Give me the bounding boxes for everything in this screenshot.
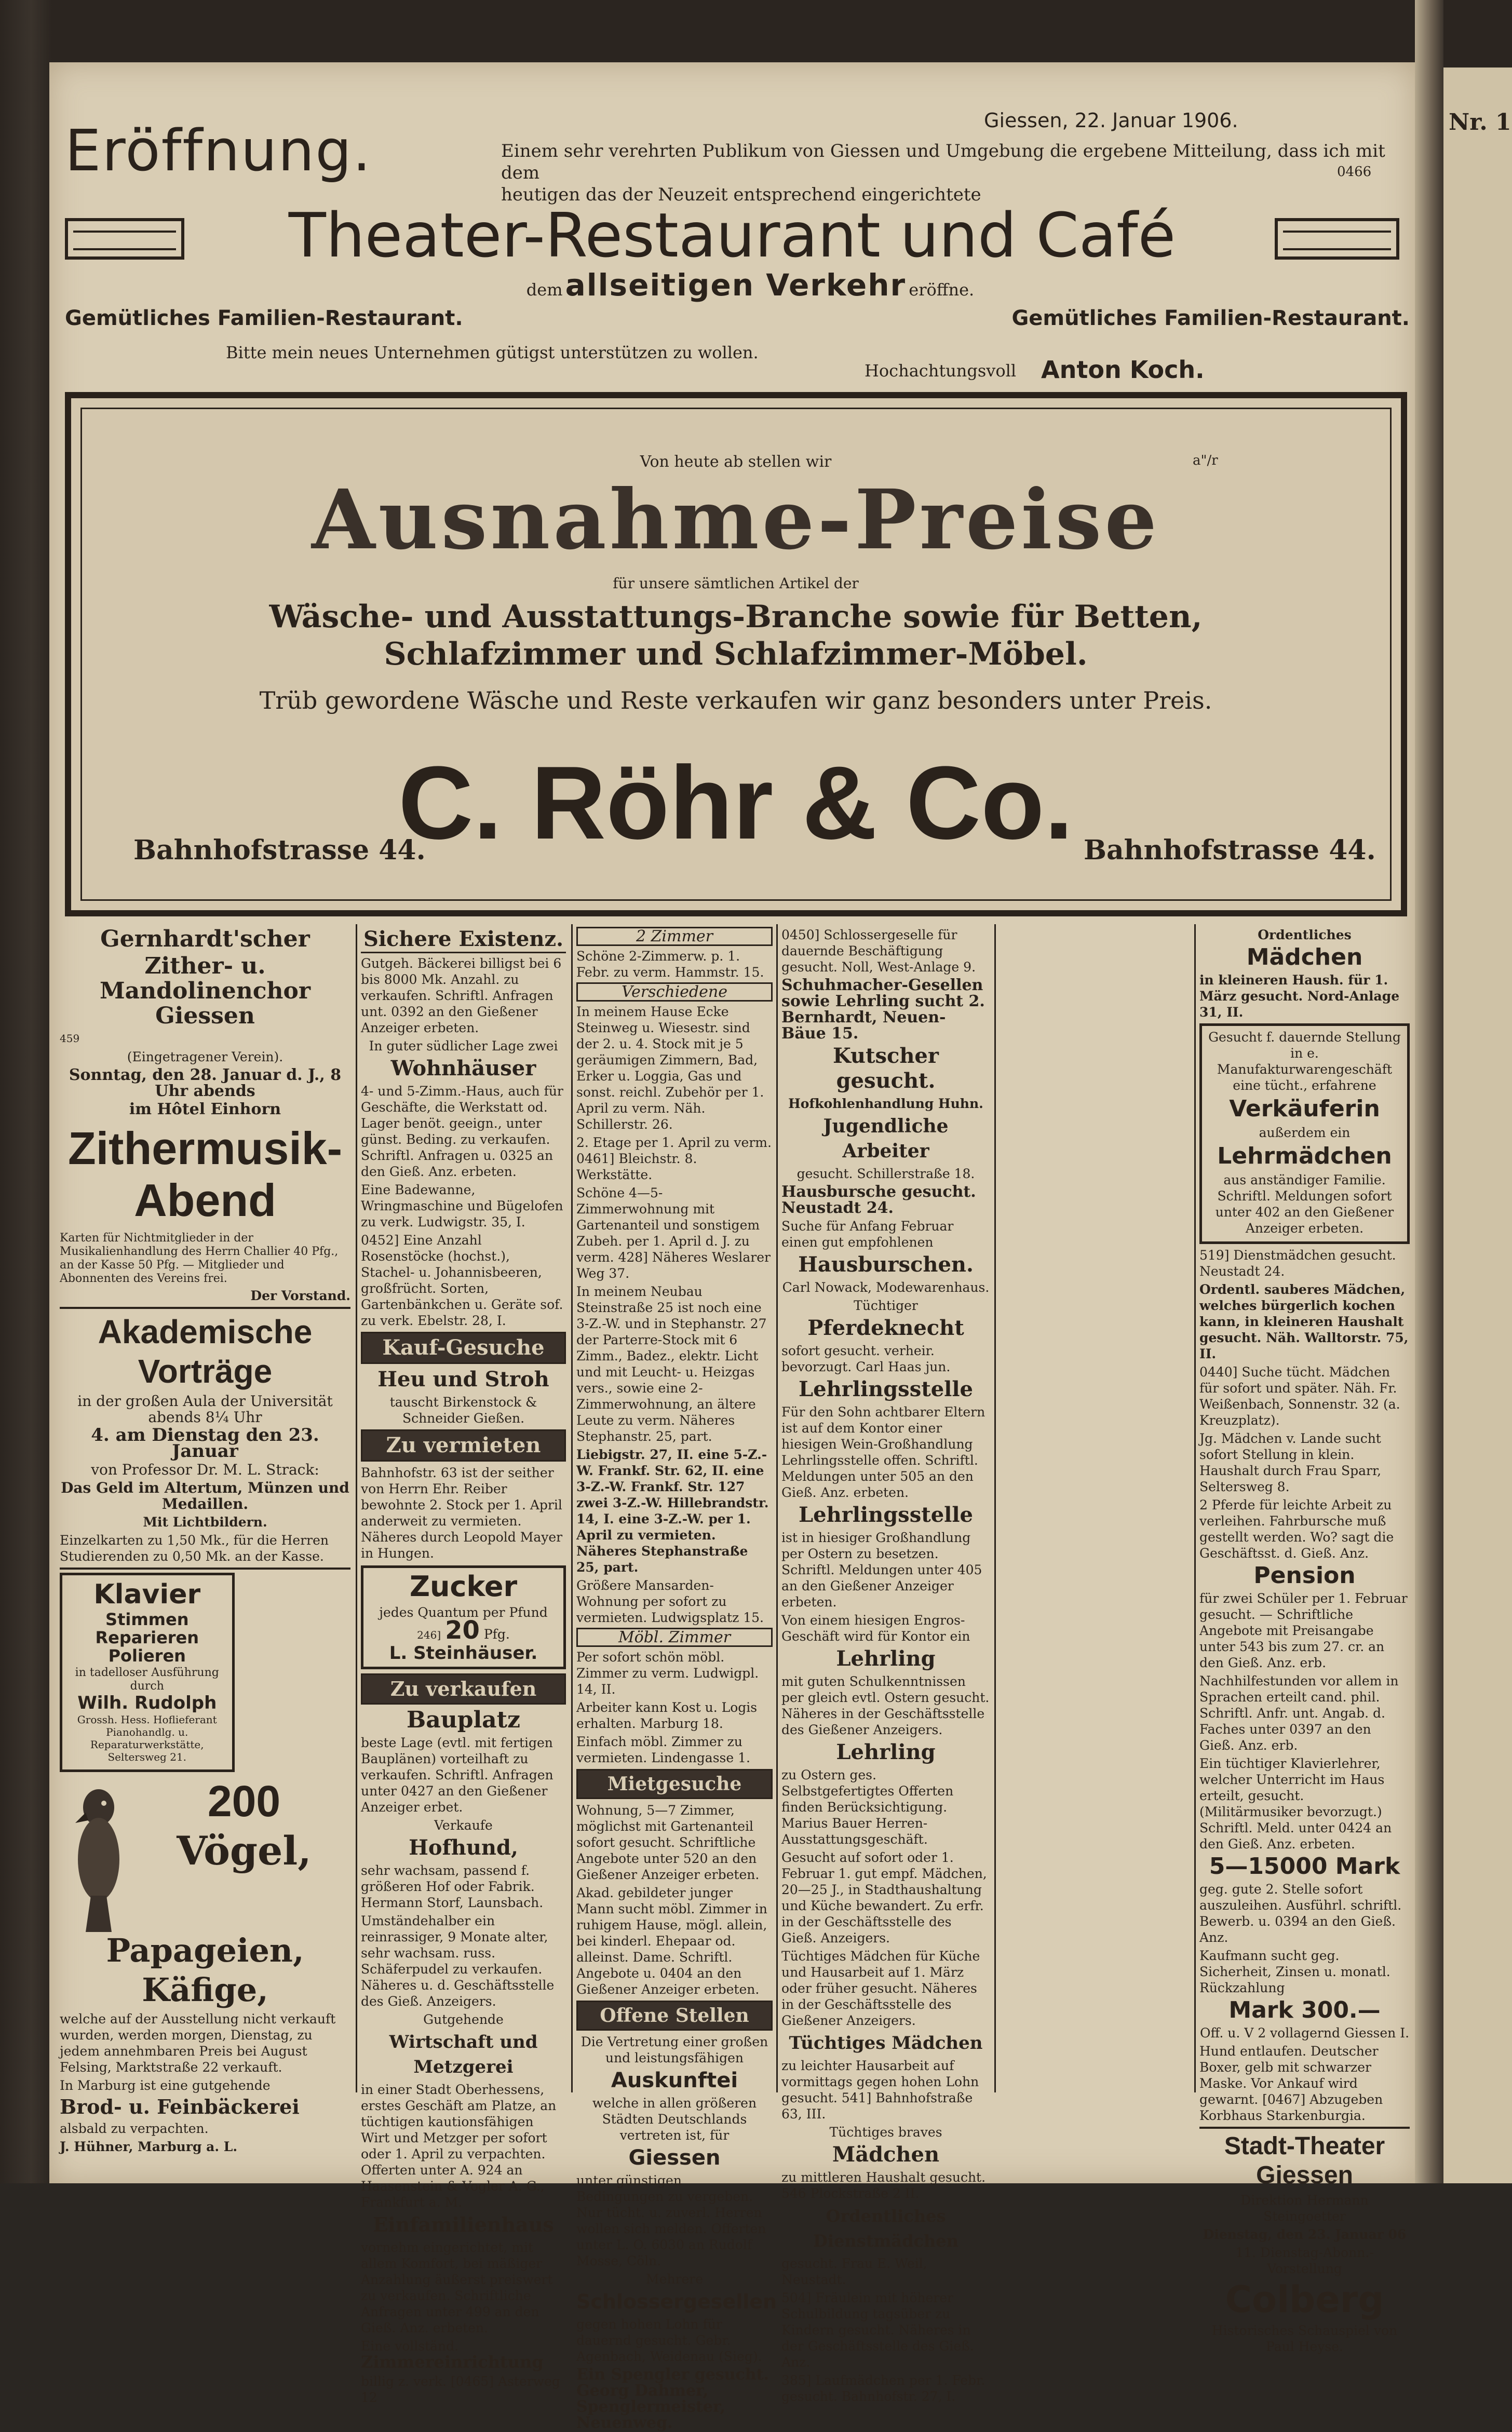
zimmer-eine: Eine vollständ. xyxy=(361,2339,459,2354)
zucker-price: 20 xyxy=(445,1616,480,1645)
fraeulein-text: 504] Fräulein mit höherer Schulbildung tagsüber zu Kindern gesucht. Näheres in der Geschäftsstelle des Gieß. Anz. xyxy=(781,2290,974,2370)
zithermusik-heading: Zithermusik-Abend xyxy=(68,1123,343,1226)
eroeffnung-heading: Eröffnung. xyxy=(65,117,372,184)
verkaeuferin-heading: Verkäuferin xyxy=(1229,1096,1380,1122)
intro-line2: heutigen das der Neuzeit entsprechend eingerichtete xyxy=(501,184,981,205)
zucker-heading: Zucker xyxy=(409,1570,518,1603)
divider xyxy=(60,1568,350,1570)
hausbursche-text: Hausbursche gesucht. Neustadt 24. xyxy=(781,1183,976,1217)
marburg-verpachten: alsbald zu verpachten. xyxy=(60,2121,209,2136)
schuhmacher-text: Schuhmacher-Gesellen sowie Lehrling sucht 2. Bernhardt, Neuen-Bäue 15. xyxy=(781,976,985,1043)
column-rule-4 xyxy=(994,924,996,2092)
braves-label: Tüchtiges braves xyxy=(829,2125,942,2140)
lehrling-text-1: mit guten Schulkenntnissen per gleich evtl. Ostern gesucht. Näheres in der Geschäftsstelle des Gießener Anzeigers. xyxy=(781,1674,990,1737)
lehrling-heading-1: Lehrling xyxy=(836,1646,936,1671)
column-rule-3 xyxy=(776,924,778,2092)
roehr-firm: C. Röhr & Co. xyxy=(398,745,1073,861)
intro-text xyxy=(501,140,1407,206)
verkehr-post: eröffne. xyxy=(909,280,975,300)
roehr-ad-frame xyxy=(65,392,1407,916)
roehr-trueb: Trüb gewordene Wäsche und Reste verkaufen wir ganz besonders unter Preis. xyxy=(259,686,1212,714)
kauf-gesuche-banner: Kauf-Gesuche xyxy=(361,1332,566,1364)
roehr-address-right: Bahnhofstrasse 44. xyxy=(1084,834,1376,866)
ordentliches-label: Ordentliches xyxy=(1258,927,1352,942)
klavier-ausfuehrung: in tadelloser Ausführung durch xyxy=(75,1666,219,1693)
offene-stellen-banner: Offene Stellen xyxy=(576,2001,773,2031)
roehr-branche1: Wäsche- und Ausstattungs-Branche sowie für Betten, xyxy=(269,599,1203,635)
schaeferpudel-text: Umständehalber ein reinrassiger, 9 Monate alter, sehr wachsam. russ. Schäferpudel zu verkaufen. Näheres u. d. Geschäftsstelle des Gieß. Anzeigers. xyxy=(361,1913,555,2009)
hochachtung: Hochachtungsvoll xyxy=(865,361,1017,381)
schlossergesellen-heading: Schlossergesellen xyxy=(576,2290,777,2313)
bahnhofstr-63-text: Bahnhofstr. 63 ist der seither von Herrn Ehr. Reiber bewohnte 2. Stock per 1. April anderweit zu vermieten. Näheres durch Leopold Mayer in Hungen. xyxy=(361,1465,563,1561)
column-1 xyxy=(60,926,350,2154)
marburg-intro: In Marburg ist eine gutgehende xyxy=(60,2078,271,2093)
mark-5-15000-heading: 5—15000 Mark xyxy=(1209,1853,1400,1880)
zitherchor-title: Zither- u. Mandolinenchor Giessen xyxy=(99,953,311,1029)
akad-line2: 4. am Dienstag den 23. Januar xyxy=(91,1425,319,1462)
tuecht-maedchen-text: 0440] Suche tücht. Mädchen für sofort und später. Näh. Fr. Weißenbach, Sonnenstr. 32 (a. Kreuzplatz). xyxy=(1199,1364,1400,1428)
roehr-ref: a"/r xyxy=(1193,453,1218,468)
stadttheater-direktion: Direktion Hermann Steingoetter xyxy=(1240,2193,1369,2224)
next-page-number: Nr. 1 xyxy=(1449,109,1511,136)
column-4 xyxy=(781,927,990,2404)
mehrere-label: Mehrere xyxy=(646,2272,703,2287)
hofhund-heading: Hofhund, xyxy=(409,1835,518,1860)
bauplatz-heading: Bauplatz xyxy=(407,1707,520,1733)
akad-line1: in der großen Aula der Universität abends 8¼ Uhr xyxy=(77,1393,333,1426)
left-ornament-frame xyxy=(65,218,184,260)
familien-right: Gemütliches Familien-Restaurant. xyxy=(1011,306,1410,330)
verschiedene-text-3: Schöne 4—5-Zimmerwohnung mit Gartenanteil und sonstigem Zubeh. per 1. April d. J. zu verm. 428] Näheres Weslarer Weg 37. xyxy=(576,1185,771,1281)
right-ornament-lines xyxy=(1283,231,1391,250)
tuechtiges-maedchen-text: zu leichter Hausarbeit auf vormittags gegen hohen Lohn gesucht. 541] Bahnhofstraße 63, III. xyxy=(781,2058,979,2122)
bitte-text: Bitte mein neues Unternehmen gütigst unterstützen zu wollen. xyxy=(226,343,759,362)
divider xyxy=(1199,2127,1410,2129)
zucker-ref: 246] xyxy=(417,1629,441,1641)
akademische-heading: Akademische Vorträge xyxy=(98,1313,313,1390)
tuechtiges-maedchen-heading: Tüchtiges Mädchen xyxy=(789,2033,983,2053)
verkaeuferin-intro: Gesucht f. dauernde Stellung in e. Manufakturwarengeschäft eine tücht., erfahrene xyxy=(1208,1030,1401,1093)
einfamilienhaus-text: vornehm eingerichtet, mit allem Komfort, bei mäßiger Anzahlung äußerst preiswert zu verkaufen. Schriftliche Anfragen unter 499 an den Gieß. Anz. erbeten. xyxy=(361,2240,553,2335)
zucker-quantum: jedes Quantum per Pfund xyxy=(379,1605,548,1620)
familien-left: Gemütliches Familien-Restaurant. xyxy=(65,306,463,330)
kutscher-heading: Kutscher gesucht. xyxy=(833,1044,939,1093)
zucker-ad xyxy=(361,1565,566,1669)
pferdeknecht-heading: Pferdeknecht xyxy=(807,1316,964,1340)
zither-venue: im Hôtel Einhorn xyxy=(129,1100,281,1118)
gutgehende-label: Gutgehende xyxy=(423,2012,504,2027)
mietgesuche-text-2: Akad. gebildeter junger Mann sucht möbl. Zimmer in ruhigem Hause, mögl. allein, bei kinderl. Ehepaar od. alleinst. Dame. Schriftl. Angebote u. 0404 an den Gießener Anzeiger erbeten. xyxy=(576,1885,767,1997)
laufmaedchen-text: 385] Laufmädchen per 1. Febr. gesucht. Bahnhofstr. 27, I. xyxy=(781,2373,986,2404)
gernhardt-title: Gernhardt'scher xyxy=(100,926,310,952)
akad-line4: Das Geld im Altertum, Münzen und Medaillen. xyxy=(61,1479,349,1512)
column-rule-5 xyxy=(1194,924,1196,2092)
verschiedene-text-2: 2. Etage per 1. April zu verm. 0461] Bleichstr. 8. Werkstätte. xyxy=(576,1135,772,1182)
verkaeuferin-ad xyxy=(1199,1023,1410,1244)
lehrmaedchen-heading: Lehrmädchen xyxy=(1217,1143,1392,1169)
zu-vermieten-banner: Zu vermieten xyxy=(361,1429,566,1462)
right-ornament-frame xyxy=(1275,218,1399,260)
wohnhaeuser-text: 4- und 5-Zimm.-Haus, auch für Geschäfte, die Werkstatt od. Lager benöt. geeign., unter günst. Beding. zu verkaufen. Schriftl. Anfragen u. 0325 an den Gieß. Anz. erbeten. xyxy=(361,1084,563,1179)
sauberes-maedchen-text: Ordentl. sauberes Mädchen, welches bürgerlich kochen kann, in kleineren Haushalt gesucht. Näh. Walltorstr. 75, II. xyxy=(1199,1282,1409,1361)
jugendliche-text: gesucht. Schillerstraße 18. xyxy=(797,1166,975,1181)
zimmereinrichtung-text: billig z. verk. [0465] Asterweg 12 xyxy=(361,2374,560,2405)
akad-line6: Einzelkarten zu 1,50 Mk., für die Herren Studierenden zu 0,50 Mk. an der Kasse. xyxy=(60,1533,329,1564)
moebl-text-3: Einfach möbl. Zimmer zu vermieten. Lindengasse 1. xyxy=(576,1734,750,1765)
voegel-heading: Vögel, xyxy=(177,1828,312,1874)
voegel-text: welche auf der Ausstellung nicht verkauft wurden, werden morgen, Dienstag, zu jedem annehmbaren Preis bei August Felsing, Marktstraße 22 verkauft. xyxy=(60,2011,336,2075)
baeckerei-heading: Brod- u. Feinbäckerei xyxy=(60,2095,300,2118)
place-date: Giessen, 22. Januar 1906. xyxy=(984,109,1238,132)
huehner-name: J. Hühner, Marburg a. L. xyxy=(60,2139,238,2154)
auskunftei-text: welche in allen größeren Städten Deutschlands vertreten ist, für xyxy=(592,2096,757,2143)
stadttheater-heading: Stadt-Theater Giessen xyxy=(1224,2132,1385,2189)
mietgesuche-text-1: Wohnung, 5—7 Zimmer, möglichst mit Gartenanteil sofort gesucht. Schriftliche Angebote unter 520 an den Gießener Anzeiger erbeten. xyxy=(576,1803,760,1882)
wohnhaeuser-intro: In guter südlicher Lage zwei xyxy=(369,1038,558,1053)
dienstmaedchen-text: gesucht. Frau E. Weil, Neustadt. xyxy=(781,2256,927,2287)
moebl-text-2: Arbeiter kann Kost u. Logis erhalten. Marburg 18. xyxy=(576,1700,758,1731)
jg-maedchen-text: Jg. Mädchen v. Lande sucht sofort Stellung in klein. Haushalt durch Frau Sparr, Seltersweg 8. xyxy=(1199,1431,1382,1494)
left-ornament-lines xyxy=(73,231,176,250)
verschiedene-text-4: In meinem Neubau Steinstraße 25 ist noch eine 3-Z.-W. und in Stephanstr. 27 der Parterre-Stock mit 6 Zimm., Badez., elektr. Licht und mit Leucht- u. Heizgas vers., sowie eine 2-Zimmerwohnung, an ältere Leute zu verm. Näheres Stephanstr. 25, part. xyxy=(576,1284,767,1444)
zitherchor-ref: 459 xyxy=(60,1032,80,1045)
column-rule-1 xyxy=(356,924,357,2092)
lehrling-heading-2: Lehrling xyxy=(836,1740,936,1764)
rosenstoecke-text: 0452] Eine Anzahl Rosenstöcke (hochst.), Stachel- u. Johannisbeeren, großfrücht. Sorten, Gartenbänkchen u. Geräte sof. zu verk. Ebelstr. 28, I. xyxy=(361,1233,563,1328)
kutscher-firm: Hofkohlenhandlung Huhn. xyxy=(788,1096,983,1111)
divider xyxy=(60,1307,350,1309)
zucker-seller: L. Steinhäuser. xyxy=(389,1643,538,1664)
pension-heading: Pension xyxy=(1253,1562,1356,1589)
klavier-heading: Klavier xyxy=(93,1579,201,1610)
giessen-heading: Giessen xyxy=(628,2146,721,2170)
pension-text: für zwei Schüler per 1. Februar gesucht. — Schriftliche Angebote mit Preisangabe unter 543 bis zum 27. cr. an den Gieß. Anz. erb. xyxy=(1199,1591,1408,1670)
spengler-text: Ein Spengler gesucht. Georg Dahmer, Spenglermeister, Neuenweg. xyxy=(576,2366,769,2432)
roehr-fuer: für unsere sämtlichen Artikel der xyxy=(613,575,859,592)
column-rule-2 xyxy=(571,924,573,2092)
moebl-text-1: Per sofort schön möbl. Zimmer zu verm. Ludwigpl. 14, II. xyxy=(576,1650,759,1697)
voegel-200: 200 xyxy=(207,1777,281,1826)
engros-intro: Von einem hiesigen Engros-Geschäft wird für Kontor ein xyxy=(781,1613,970,1644)
klavier-reparieren: Reparieren xyxy=(95,1628,199,1647)
schlosser-text: gegen hohen Lohn für dauernd gesucht. Gebr. Agenbach, Weidenau (Sieg). xyxy=(576,2317,762,2364)
verkehr-pre: dem xyxy=(526,280,563,300)
hausburschen-intro: Suche für Anfang Februar einen gut empfohlenen xyxy=(781,1219,954,1250)
klavierlehrer-text: Ein tüchtiger Klavierlehrer, welcher Unterricht im Haus erteilt, gesucht. (Militärmusiker bevorzugt.) Schriftl. Meld. unter 0424 an den Gieß. Anz. erbeten. xyxy=(1199,1756,1392,1852)
maedchen-text: in kleineren Haush. für 1. März gesucht. Nord-Anlage 31, II. xyxy=(1199,972,1400,1020)
maedchen-heading: Mädchen xyxy=(1246,944,1363,970)
wirtschaft-heading: Wirtschaft und Metzgerei xyxy=(389,2032,538,2077)
lehrmaedchen-text: aus anständiger Familie. Schriftl. Meldungen sofort unter 402 an den Gießener Anzeiger erbeten. xyxy=(1215,1172,1394,1236)
restaurant-title: Theater-Restaurant und Café xyxy=(288,199,1176,271)
lehrlingsstelle-text-1: Für den Sohn achtbarer Eltern ist auf dem Kontor einer hiesigen Wein-Großhandlung Lehrlingsstelle offen. Schriftl. Meldungen unter 505 an den Gieß. Anz. erbeten. xyxy=(781,1404,986,1500)
colberg-heading: Colberg xyxy=(1225,2278,1384,2321)
roehr-intro: Von heute ab stellen wir xyxy=(640,453,832,471)
ausnahme-preise-title: Ausnahme-Preise xyxy=(312,472,1160,568)
braves-maedchen-heading: Mädchen xyxy=(832,2142,940,2167)
verschiedene-heading: Verschiedene xyxy=(576,982,773,1002)
verein-note: (Eingetragener Verein). xyxy=(127,1049,284,1064)
mark-300-offer: Off. u. V 2 vollagernd Giessen I. xyxy=(1199,2025,1410,2041)
verschiedene-text-6: Größere Mansarden-Wohnung per sofort zu vermieten. Ludwigsplatz 15. xyxy=(576,1578,764,1625)
dienstmaedchen-519: 519] Dienstmädchen gesucht. Neustadt 24. xyxy=(1199,1248,1396,1279)
hofhund-text: sehr wachsam, passend f. größeren Hof oder Fabrik. Hermann Storf, Launsbach. xyxy=(361,1863,544,1910)
newspaper-page xyxy=(49,62,1415,2432)
zucker-unit: Pfg. xyxy=(483,1627,510,1642)
bauplatz-text: beste Lage (evtl. mit fertigen Bauplänen) vorteilhaft zu verkaufen. Schriftl. Anfragen unter 0427 an den Gießener Anzeiger erbet. xyxy=(361,1735,554,1815)
pferde-text: 2 Pferde für leichte Arbeit zu verleihen. Fahrbursche muß gestellt werden. Wo? sagt die Geschäftsst. d. Gieß. Anz. xyxy=(1199,1497,1394,1561)
klavier-ad xyxy=(60,1573,235,1772)
rudolph-name: Wilh. Rudolph xyxy=(77,1693,217,1713)
braves-maedchen-text: zu mittleren Haushalt gesucht. 546 Plockstraße 2 II. xyxy=(781,2170,986,2201)
zimmereinrichtung-heading: Zimmereinrichtung xyxy=(361,2352,544,2372)
sichere-existenz-heading: Sichere Existenz. xyxy=(361,927,566,953)
signature: Anton Koch. xyxy=(1041,356,1205,384)
mietgesuche-banner: Mietgesuche xyxy=(576,1769,773,1799)
wirtschaft-text: in einer Stadt Oberhessens, erstes Geschäft am Platze, an tüchtigen kautionsfähigen Wirt und Metzger per sofort oder 1. April zu verpachten. Offerten unter A. 924 an Haasenstein & Vogler A. G., Frankfurt a. M. xyxy=(361,2082,557,2210)
verschiedene-text-1: In meinem Hause Ecke Steinweg u. Wiesestr. sind der 2. u. 4. Stock mit je 5 geräumigen Zimmern, Bad, Erker u. Loggia, Gas und sonst. reichl. Zubehör per 1. April zu verm. Näh. Schillerstr. 26. xyxy=(576,1004,764,1132)
tuechtiger-label: Tüchtiger xyxy=(854,1298,918,1313)
column-3 xyxy=(576,927,777,2432)
verkaeuferin-ausserdem: außerdem ein xyxy=(1259,1125,1351,1140)
baeckerei-text: Gutgeh. Bäckerei billigst bei 6 bis 8000 Mk. Anzahl. zu verkaufen. Schriftl. Anfragen unt. 0392 an den Gießener Anzeiger erbeten. xyxy=(361,956,562,1035)
header-ref: 0466 xyxy=(1337,164,1372,180)
kaefige-heading: Käfige, xyxy=(142,1971,268,2009)
zither-karten: Karten für Nichtmitglieder in der Musikalienhandlung des Herrn Challier 40 Pfg., an der Kasse 50 Pfg. — Mitglieder und Abonnenten des Vereins frei. xyxy=(60,1232,339,1285)
heu-stroh-heading: Heu und Stroh xyxy=(377,1367,549,1391)
stadttheater-date: Dienstag, den 23. Januar 06 xyxy=(1203,2227,1407,2242)
papageien-heading: Papageien, xyxy=(106,1931,304,1969)
akad-line3: von Professor Dr. M. L. Strack: xyxy=(91,1461,319,1478)
akad-line5: Mit Lichtbildern. xyxy=(143,1515,267,1530)
mark-5-15000-text: geg. gute 2. Stelle sofort auszuleihen. Ausführl. schriftl. Bewerb. u. 0394 an den Gieß. Anz. xyxy=(1199,1882,1402,1945)
verkehr-line xyxy=(413,267,1088,303)
verkaufe-label: Verkaufe xyxy=(434,1818,493,1833)
maedchen-gesucht-text: Gesucht auf sofort oder 1. Februar 1. gut empf. Mädchen, 20—25 J., in Stadthaushaltung und Küche bewandert. Zu erfr. in der Geschäftsstelle des Gieß. Anzeigers. xyxy=(781,1850,987,1945)
schlossergeselle-text: 0450] Schlossergeselle für dauernde Beschäftigung gesucht. Noll, West-Anlage 9. xyxy=(781,927,976,975)
auskunftei-heading: Auskunftei xyxy=(611,2069,738,2092)
roehr-branche2: Schlafzimmer und Schlafzimmer-Möbel. xyxy=(384,636,1088,672)
klavier-stimmen: Stimmen xyxy=(105,1610,189,1629)
auskunftei-conditions: unter günstigen Bedingungen zu vergeben. Nur tücht. u. zuverl. Herren wollen sich melden. Offerten unter L. O. 6030 an Rudolf Mosse, Cöln. xyxy=(576,2173,766,2268)
heu-stroh-text: tauscht Birkenstock & Schneider Gießen. xyxy=(389,1395,537,1426)
mark-300-heading: Mark 300.— xyxy=(1228,1997,1381,2023)
lehrlingsstelle-text-2: ist in hiesiger Großhandlung per Ostern zu besetzen. Schriftl. Meldungen unter 405 an den Gießener Anzeiger erbeten. xyxy=(781,1530,982,1610)
wohnhaeuser-heading: Wohnhäuser xyxy=(390,1056,536,1080)
dienstmaedchen-heading: Ordentliches Dienstmädchen xyxy=(813,2206,959,2251)
nowack-text: Carl Nowack, Modewarenhaus. xyxy=(782,1280,990,1295)
hausburschen-heading: Hausburschen. xyxy=(798,1252,974,1277)
rudolph-details: Grossh. Hess. Hoflieferant Pianohandlg. u. Reparaturwerkstätte, Seltersweg 21. xyxy=(77,1713,217,1763)
parrot-illustration xyxy=(60,1776,138,1932)
lehrlingsstelle-heading-2: Lehrlingsstelle xyxy=(799,1503,973,1527)
tuechtiges-maedchen-kueche: Tüchtiges Mädchen für Küche und Hausarbeit auf 1. März oder früher gesucht. Näheres in der Geschäftsstelle des Gießener Anzeigers. xyxy=(781,1949,980,2028)
colberg-description: Historisches Schauspiel von Paul Heyse. xyxy=(1211,2323,1398,2354)
pferdeknecht-text: sofort gesucht. verheir. bevorzugt. Carl Haas jun. xyxy=(781,1343,951,1374)
intro-line1: Einem sehr verehrten Publikum von Giessen und Umgebung die ergebene Mitteilung, dass ich mit dem xyxy=(501,141,1385,183)
zu-verkaufen-banner: Zu verkaufen xyxy=(361,1673,566,1705)
lehrlingsstelle-heading-1: Lehrlingsstelle xyxy=(799,1377,973,1401)
page-gutter xyxy=(1415,0,1443,2183)
verschiedene-text-5: Liebigstr. 27, II. eine 5-Z.-W. Frankf. Str. 62, II. eine 3-Z.-W. Frankf. Str. 127 zwei 3-Z.-W. Hillebrandstr. 14, I. eine 3-Z.-W. per 1. April zu vermieten. Näheres Stephanstraße 25, part. xyxy=(576,1447,769,1575)
zither-vorstand: Der Vorstand. xyxy=(250,1288,350,1303)
hund-entlaufen-text: Hund entlaufen. Deutscher Boxer, gelb mit schwarzer Maske. Vor Ankauf wird gewarnt. [0467] Abzugeben Korbhaus Starkenburgia. xyxy=(1199,2044,1383,2123)
2-zimmer-heading: 2 Zimmer xyxy=(576,927,773,946)
kaufmann-text: Kaufmann sucht geg. Sicherheit, Zinsen u. monatl. Rückzahlung xyxy=(1199,1948,1391,1995)
next-page-edge xyxy=(1443,67,1512,2183)
stadttheater-vorstellung: 11. Dienstag-Abonn.-Vorstellung xyxy=(1235,2245,1374,2276)
roehr-address-left: Bahnhofstrasse 44. xyxy=(133,834,426,866)
einfamilienhaus-heading: Einfamilienhaus xyxy=(373,2213,554,2236)
nachhilfe-text: Nachhilfestunden vor allem in Sprachen erteilt cand. phil. Schriftl. Anfr. unt. Angab. d. Faches unter 0397 an den Gieß. Anz. erb. xyxy=(1199,1673,1399,1753)
zither-date: Sonntag, den 28. Januar d. J., 8 Uhr abends xyxy=(69,1066,342,1100)
column-5 xyxy=(1199,927,1410,2354)
2-zimmer-text: Schöne 2-Zimmerw. p. 1. Febr. zu verm. Hammstr. 15. xyxy=(576,949,764,980)
klavier-polieren: Polieren xyxy=(108,1646,186,1666)
jugendliche-arbeiter-heading: Jugendliche Arbeiter xyxy=(823,1115,949,1162)
verkehr-bold: allseitigen Verkehr xyxy=(565,267,907,303)
badewanne-text: Eine Badewanne, Wringmaschine und Bügelofen zu verk. Ludwigstr. 35, I. xyxy=(361,1182,563,1229)
lehrling-text-2: zu Ostern ges. Selbstgefertigtes Offerten finden Berücksichtigung. Marius Bauer Herren-Ausstattungsgeschäft. xyxy=(781,1767,954,1847)
column-2 xyxy=(361,927,566,2405)
offene-stellen-intro: Die Vertretung einer großen und leistungsfähigen xyxy=(580,2034,768,2065)
moebl-zimmer-heading: Möbl. Zimmer xyxy=(576,1628,773,1647)
